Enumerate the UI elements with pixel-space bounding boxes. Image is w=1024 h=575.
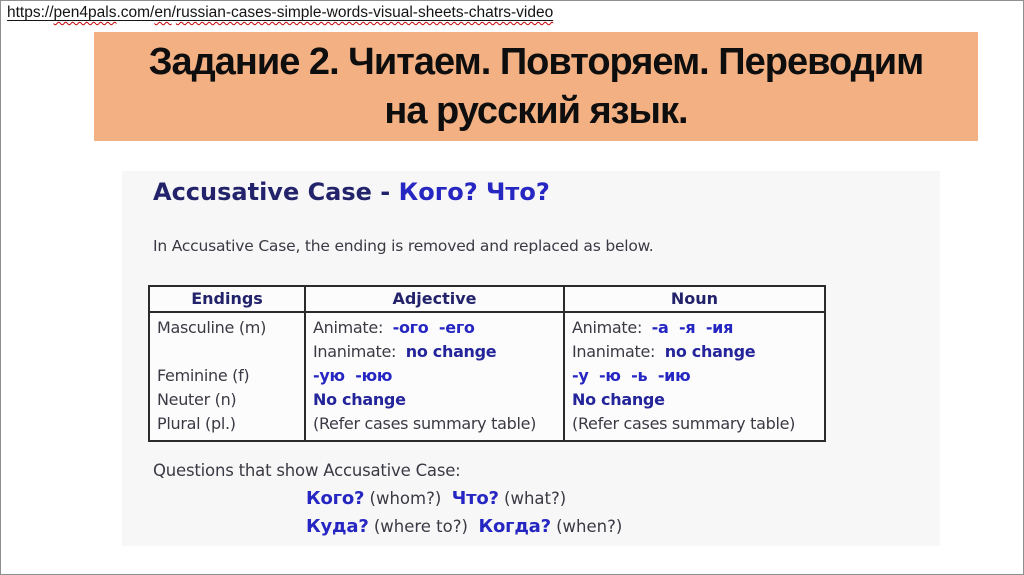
- url-part: .com/: [116, 4, 155, 21]
- url-part: en: [154, 4, 172, 21]
- text-segment: Neuter (n): [157, 390, 237, 409]
- page-url-link[interactable]: [7, 4, 553, 22]
- text-segment: (whom?): [364, 489, 452, 508]
- text-segment: No change: [313, 390, 406, 409]
- text-segment: no change: [664, 342, 756, 361]
- table-line: [157, 316, 297, 340]
- text-segment: -у -ю -ь -ию: [572, 366, 691, 385]
- table-line: [157, 364, 297, 388]
- table-column-noun: [563, 313, 824, 440]
- text-segment: (what?): [498, 489, 567, 508]
- table-column-endings: [150, 313, 304, 440]
- column-header-noun: Noun: [563, 287, 824, 311]
- table-line: [572, 340, 817, 364]
- table-header-row: [150, 287, 824, 313]
- endings-table: [148, 285, 826, 442]
- text-segment: no change: [405, 342, 497, 361]
- sheet-title: [153, 178, 550, 206]
- table-line: [572, 364, 817, 388]
- column-header-endings: Endings: [191, 289, 263, 308]
- text-segment: Inanimate:: [572, 342, 665, 361]
- text-segment: Masculine (m): [157, 318, 267, 337]
- sheet-title-separator: -: [371, 178, 399, 206]
- table-line: [313, 388, 556, 412]
- table-body: [150, 313, 824, 440]
- text-segment: -ого -его: [392, 318, 475, 337]
- text-segment: (Refer cases summary table): [572, 414, 796, 433]
- text-segment: Animate:: [313, 318, 393, 337]
- text-segment: (when?): [550, 516, 623, 536]
- grammar-sheet: [122, 171, 940, 546]
- intro-text: In Accusative Case, the ending is removed and replaced as below.: [153, 237, 654, 255]
- text-segment: (Refer cases summary table): [313, 414, 537, 433]
- text-segment: Что?: [451, 488, 499, 509]
- task-banner: [94, 32, 978, 141]
- table-line: [572, 388, 817, 412]
- sheet-title-english: Accusative Case: [153, 178, 372, 206]
- task-banner-line2: на русский язык.: [384, 89, 688, 132]
- sheet-title-russian: Кого? Что?: [398, 178, 550, 206]
- column-header-adjective: Adjective: [304, 287, 563, 311]
- table-line: [313, 412, 556, 436]
- questions-block: [306, 485, 622, 540]
- table-line: [572, 316, 817, 340]
- questions-heading: Questions that show Accusative Case:: [153, 461, 461, 480]
- url-part: pen4pals: [53, 4, 117, 21]
- text-segment: Когда?: [478, 515, 551, 537]
- table-line: [157, 412, 297, 436]
- text-segment: Куда?: [306, 515, 369, 537]
- table-column-adjective: [304, 313, 563, 440]
- questions-line: [306, 513, 622, 541]
- text-segment: Animate:: [572, 318, 652, 337]
- table-line: [157, 340, 297, 364]
- text-segment: -ую -юю: [313, 366, 393, 385]
- text-segment: Feminine (f): [157, 366, 250, 385]
- url-part: https://: [7, 4, 54, 21]
- text-segment: Кого?: [306, 488, 365, 509]
- url-part: /: [171, 4, 176, 21]
- table-line: [157, 388, 297, 412]
- text-segment: (where to?): [368, 516, 479, 536]
- table-line: [313, 340, 556, 364]
- text-segment: Plural (pl.): [157, 414, 236, 433]
- questions-line: [306, 485, 622, 513]
- table-line: [313, 364, 556, 388]
- text-segment: Inanimate:: [313, 342, 406, 361]
- url-part: russian-cases-simple-words-visual-sheets-chatrs-video: [175, 4, 554, 21]
- task-banner-line1: Задание 2. Читаем. Повторяем. Переводим: [148, 40, 924, 83]
- table-line: [313, 316, 556, 340]
- text-segment: No change: [572, 390, 665, 409]
- text-segment: -а -я -ия: [651, 318, 734, 337]
- table-line: [572, 412, 817, 436]
